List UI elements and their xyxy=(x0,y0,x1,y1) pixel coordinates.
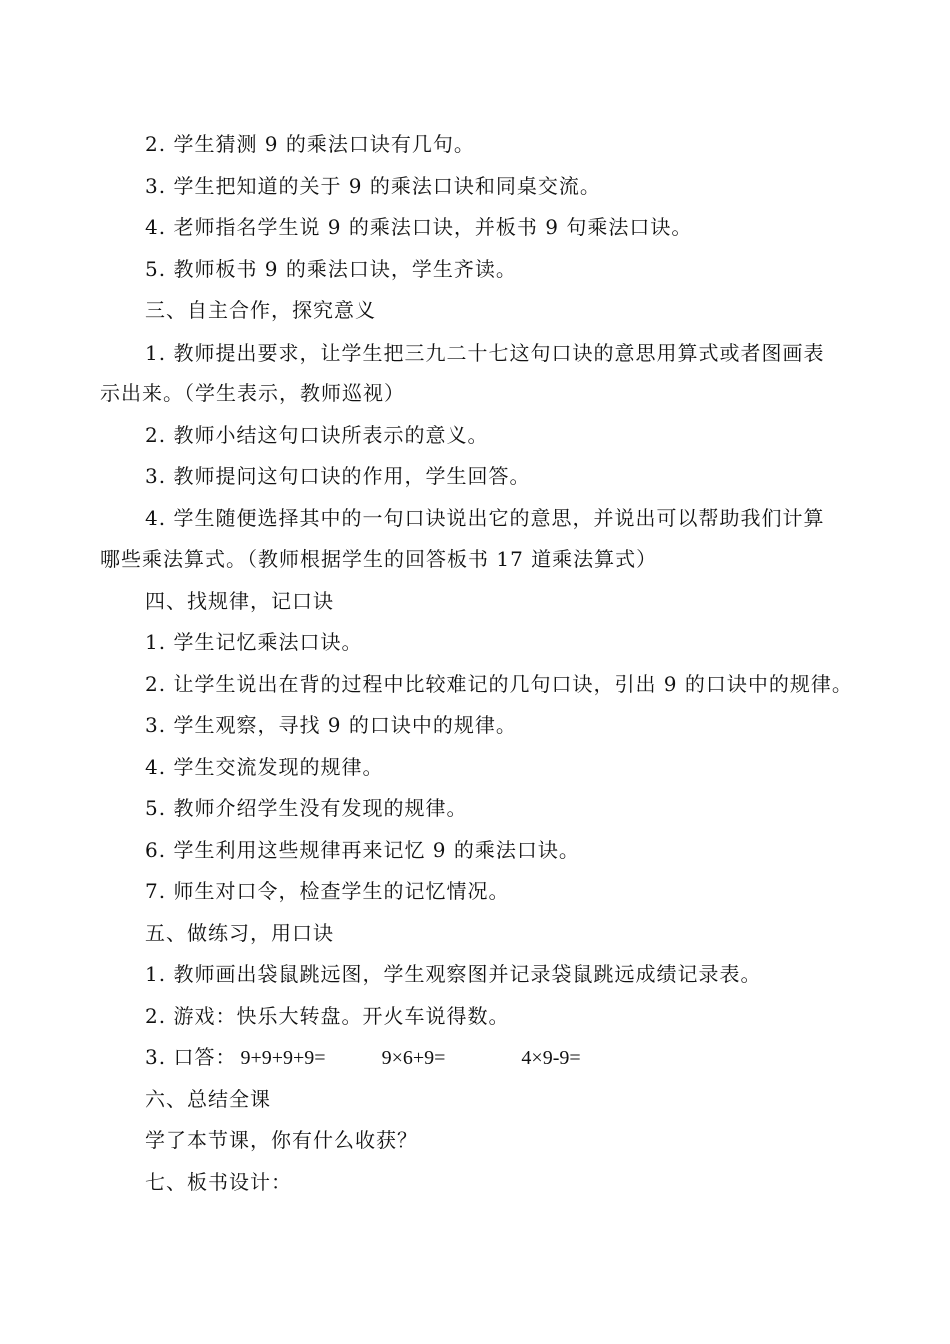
oral-expr-3: 4×9-9= xyxy=(521,1047,581,1069)
s3-item-4-line-2: 哪些乘法算式。（教师根据学生的回答板书 17 道乘法算式） xyxy=(100,547,658,571)
step-5-board: 5. 教师板书 9 的乘法口诀，学生齐读。 xyxy=(145,257,517,281)
s3-item-3: 3. 教师提问这句口诀的作用，学生回答。 xyxy=(145,464,531,488)
s5-item-3 xyxy=(145,1045,581,1070)
s4-item-2: 2. 让学生说出在背的过程中比较难记的几句口诀，引出 9 的口诀中的规律。 xyxy=(145,672,853,696)
s4-item-3: 3. 学生观察，寻找 9 的口诀中的规律。 xyxy=(145,713,517,737)
step-3-share: 3. 学生把知道的关于 9 的乘法口诀和同桌交流。 xyxy=(145,174,601,198)
oral-answer-label: 3. 口答： xyxy=(145,1045,237,1069)
section-7-heading: 七、板书设计： xyxy=(145,1170,292,1194)
s4-item-7: 7. 师生对口令，检查学生的记忆情况。 xyxy=(145,879,510,903)
s4-item-6: 6. 学生利用这些规律再来记忆 9 的乘法口诀。 xyxy=(145,838,580,862)
s4-item-4: 4. 学生交流发现的规律。 xyxy=(145,755,384,779)
s3-item-2: 2. 教师小结这句口诀所表示的意义。 xyxy=(145,423,489,447)
oral-expr-1: 9+9+9+9= xyxy=(240,1047,326,1069)
s3-item-4-line-1: 4. 学生随便选择其中的一句口诀说出它的意思，并说出可以帮助我们计算 xyxy=(145,506,825,530)
s6-question: 学了本节课，你有什么收获？ xyxy=(145,1128,418,1152)
step-2-guess: 2. 学生猜测 9 的乘法口诀有几句。 xyxy=(145,132,475,156)
s5-item-2: 2. 游戏：快乐大转盘。开火车说得数。 xyxy=(145,1004,510,1028)
step-4-teacher: 4. 老师指名学生说 9 的乘法口诀，并板书 9 句乘法口诀。 xyxy=(145,215,693,239)
section-4-heading: 四、找规律，记口诀 xyxy=(145,589,334,613)
oral-expr-2: 9×6+9= xyxy=(381,1047,446,1069)
s5-item-1: 1. 教师画出袋鼠跳远图，学生观察图并记录袋鼠跳远成绩记录表。 xyxy=(145,962,762,986)
s3-item-1-line-1: 1. 教师提出要求，让学生把三九二十七这句口诀的意思用算式或者图画表 xyxy=(145,341,825,365)
section-3-heading: 三、自主合作，探究意义 xyxy=(145,298,376,322)
s4-item-5: 5. 教师介绍学生没有发现的规律。 xyxy=(145,796,468,820)
section-6-heading: 六、总结全课 xyxy=(145,1087,271,1111)
section-5-heading: 五、做练习，用口诀 xyxy=(145,921,334,945)
s4-item-1: 1. 学生记忆乘法口诀。 xyxy=(145,630,363,654)
s3-item-1-line-2: 示出来。（学生表示，教师巡视） xyxy=(100,381,405,405)
